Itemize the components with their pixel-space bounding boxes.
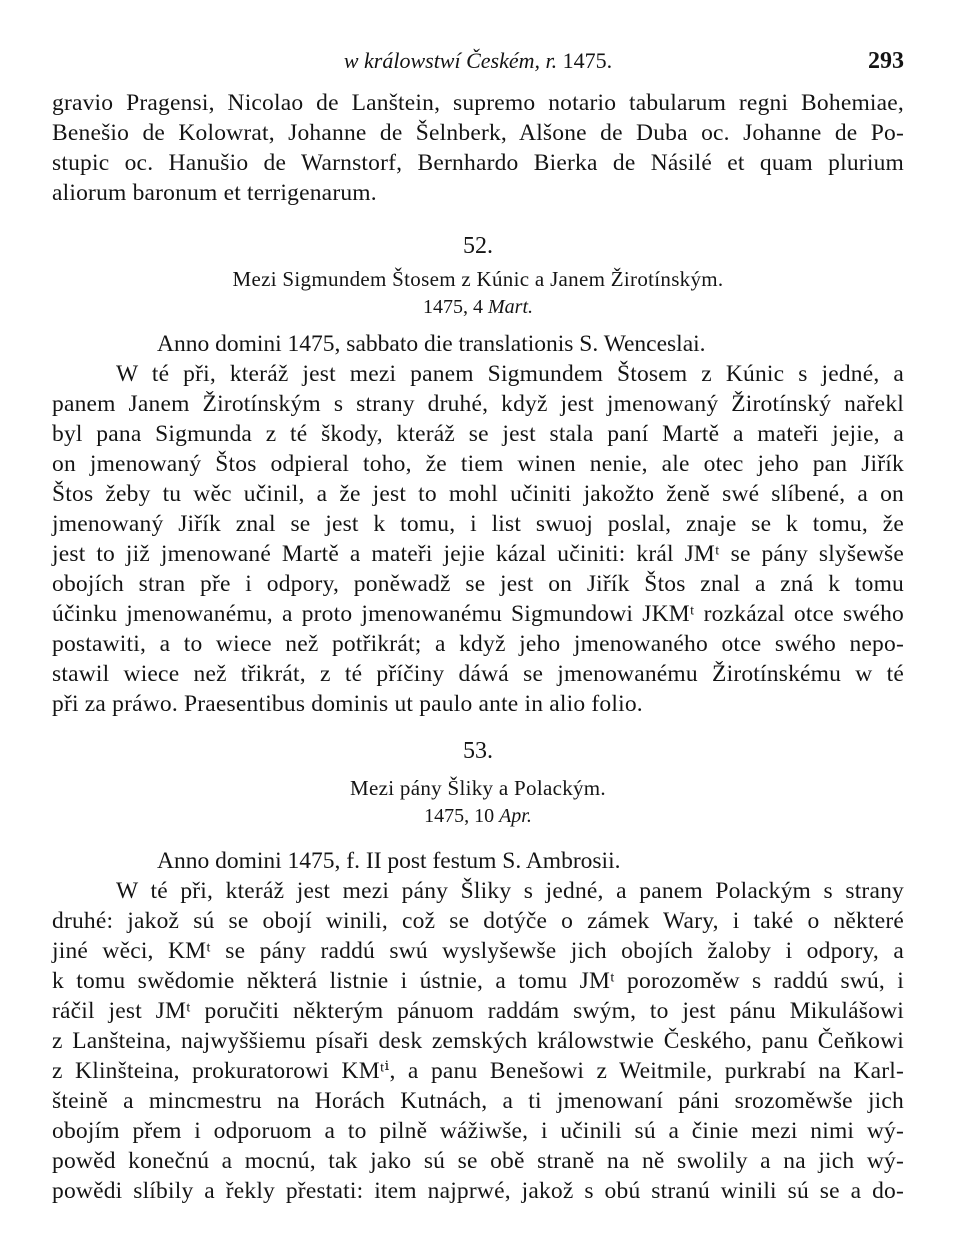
date-year: 1475, — [423, 296, 468, 318]
date-day: 10 — [469, 805, 500, 827]
running-title-text: w králowstwí Českém, r. — [343, 48, 558, 73]
date-year: 1475, — [424, 805, 470, 827]
entry-number: 53. — [463, 738, 493, 764]
text-line: stawil wiece než třikrát, z té příčiny dáwá se jmenowanému Žirotínskému w té — [52, 661, 904, 687]
text-line: aliorum baronum et terrigenarum. — [52, 180, 377, 206]
text-line: z Lanšteina, najwyššiemu písaři desk zemských králowstwie Českého, panu Čeňkowi — [52, 1028, 904, 1054]
entry-date-line: Anno domini 1475, sabbato die translationis S. Wenceslai. — [157, 331, 706, 357]
text-line: jiné wěci, KMᵗ se pány raddú swú wyslyšewše jich obojích žaloby i odpory, a — [52, 938, 904, 964]
date-month: Mart. — [488, 296, 533, 318]
entry-52 — [52, 229, 904, 719]
text-line: obojím přem i odporuom a to pilně wážiwše, i učinili sú a činie mezi nimi wý- — [52, 1118, 904, 1144]
entry-date — [52, 802, 904, 830]
running-title — [52, 46, 904, 76]
text-line: k tomu swědomie některá listnie i ústnie, a tomu JMᵗ porozoměw s raddú swú, i — [52, 968, 904, 994]
text-line: W té při, kteráž jest mezi panem Sigmundem Štosem z Kúnic s jedné, a — [116, 361, 904, 387]
text-line: účinku jmenowanému, a proto jmenowanému Sigmundowi JKMᵗ rozkázal otce swého — [52, 601, 904, 627]
entry-date-line: Anno domini 1475, f. II post festum S. Ambrosii. — [157, 848, 621, 874]
date-month: Apr. — [499, 805, 532, 827]
entry-heading: Mezi pány Šliky a Polackým. — [350, 776, 606, 800]
text-line: šteině a mincmestru na Horách Kutnách, a ti jmenowaní páni srozoměwše jich — [52, 1088, 904, 1114]
page-header — [52, 46, 904, 76]
text-line: postawiti, a to wiece než potřikrát; a když jeho jmenowaného otce swého nepo- — [52, 631, 904, 657]
entry-number: 52. — [463, 233, 493, 259]
text-line: Benešio de Kolowrat, Johanne de Šelnberk, Alšone de Duba oc. Johanne de Po- — [52, 120, 904, 146]
text-line: z Klinšteina, prokuratorowi KMᵗⁱ, a panu Benešowi z Weitmile, purkrabí na Karl- — [52, 1058, 904, 1084]
text-line: druhé: jakož sú se obojí winili, což se dotýče o zámek Wary, i také o některé — [52, 908, 904, 934]
text-line: při za práwo. Praesentibus dominis ut paulo ante in alio folio. — [52, 691, 643, 717]
text-line: jest to již jmenowané Martě a mateři jejie kázal učiniti: král JMᵗ se pány slyšewše — [52, 541, 904, 567]
text-line: on jmenowaný Štos odpieral toho, že tiem winen nenie, ale otec jeho pan Jiřík — [52, 451, 904, 477]
intro-paragraph — [52, 88, 904, 208]
text-line: panem Janem Žirotínským s strany druhé, když jest jmenowaný Žirotínský nařekl — [52, 391, 904, 417]
entry-date — [52, 293, 904, 321]
entry-53 — [52, 734, 904, 1206]
text-line: W té při, kteráž jest mezi pány Šliky s jedné, a panem Polackým s strany — [116, 878, 904, 904]
text-line: gravio Pragensi, Nicolao de Lanštein, supremo notario tabularum regni Bohemiae, — [52, 90, 904, 116]
text-line: powědi slíbily a řekly přestati: item najprwé, jakož s obú stranú winili sú se a do- — [52, 1178, 904, 1204]
text-line: ráčil jest JMᵗ poručiti některým pánuom raddám swým, to jest pánu Mikulášowi — [52, 998, 904, 1024]
text-line: obojích stran pře i odpory, poněwadž se jest on Jiřík Štos znal a zná k tomu — [52, 571, 904, 597]
text-line: byl pana Sigmunda z té škody, kteráž se jest stala paní Martě a mateři jejie, a — [52, 421, 904, 447]
text-line: stupic oc. Hanušio de Warnstorf, Bernhardo Bierka de Násilé et quam plurium — [52, 150, 904, 176]
text-line: powěd konečnú a mocnú, tak jako sú se obě straně na ně swolily a na jich wý- — [52, 1148, 904, 1174]
entry-heading: Mezi Sigmundem Štosem z Kúnic a Janem Žirotínským. — [232, 267, 724, 291]
page-number: 293 — [868, 48, 904, 74]
date-day: 4 — [468, 296, 488, 318]
text-line: Štos žeby tu wěc učinil, a že jest to mohl učiniti jakožto ženě swé slíbené, a on — [52, 481, 904, 507]
running-title-year: 1475. — [557, 48, 613, 73]
text-line: jmenowaný Jiřík znal se jest k tomu, i list swuoj poslal, znaje se k tomu, že — [52, 511, 904, 537]
